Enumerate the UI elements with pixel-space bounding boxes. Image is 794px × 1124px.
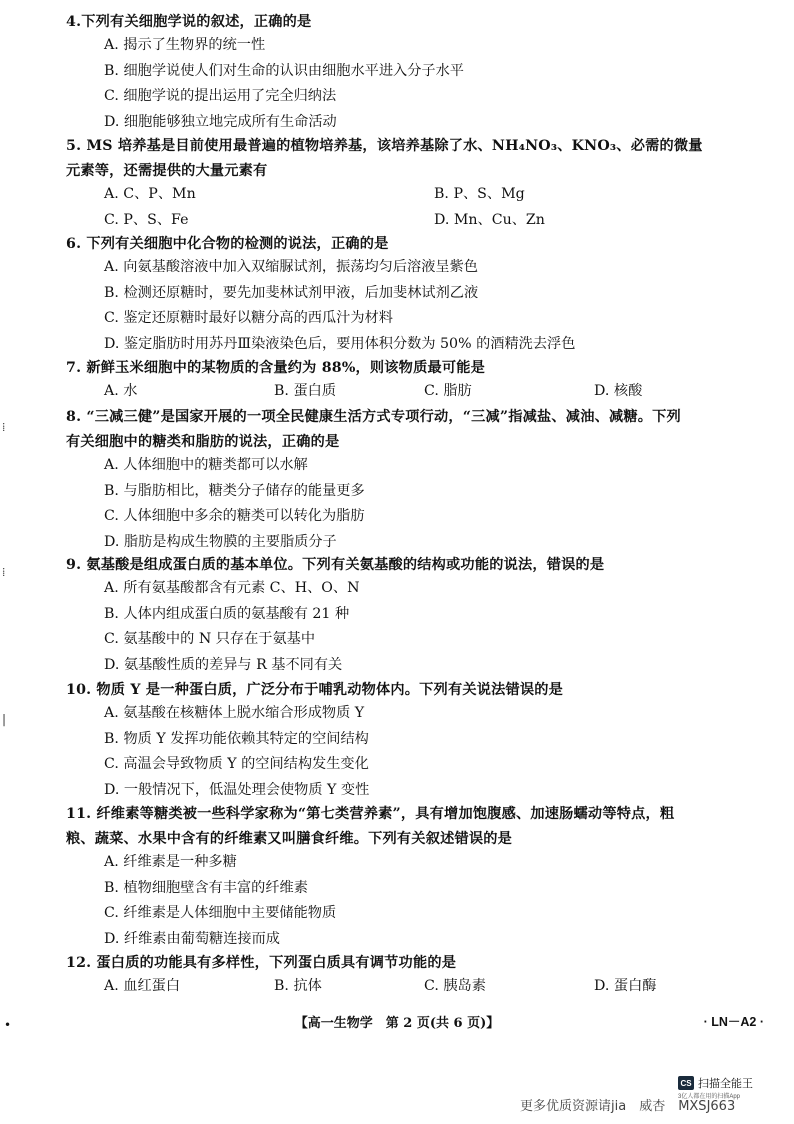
option-d: D. 一般情况下，低温处理会使物质 Y 变性 <box>104 781 370 798</box>
option-c: C. 细胞学说的提出运用了完全归纳法 <box>104 88 337 105</box>
option-c: C. 脂肪 <box>424 383 472 399</box>
option-a: A. 血红蛋白 <box>104 978 181 994</box>
camscanner-icon: CS <box>678 1076 694 1090</box>
option-c: C. 鉴定还原糖时最好以糖分高的西瓜汁为材料 <box>104 310 393 327</box>
option-d: D. 纤维素由葡萄糖连接而成 <box>104 930 280 947</box>
option-d: D. 蛋白酶 <box>594 978 657 994</box>
option-a: A. 向氨基酸溶液中加入双缩脲试剂，振荡均匀后溶液呈紫色 <box>104 259 478 275</box>
question-stem-cont: 粮、蔬菜、水果中含有的纤维素又叫膳食纤维。下列有关叙述错误的是 <box>66 831 513 847</box>
question-stem: 10. 物质 Y 是一种蛋白质，广泛分布于哺乳动物体内。下列有关说法错误的是 <box>66 682 564 698</box>
option-d: D. 氨基酸性质的差异与 R 基不同有关 <box>104 656 343 673</box>
question-stem-cont: 有关细胞中的糖类和脂肪的说法，正确的是 <box>66 434 340 450</box>
question-stem: 4.下列有关细胞学说的叙述，正确的是 <box>66 14 312 30</box>
page-footer: 【高一生物学 第 2 页(共 6 页)】 <box>294 1016 500 1031</box>
question-12 <box>66 953 754 1000</box>
option-c: C. 纤维素是人体细胞中主要储能物质 <box>104 905 337 922</box>
question-4 <box>66 12 754 135</box>
question-stem: 7. 新鲜玉米细胞中的某物质的含量约为 88%，则该物质最可能是 <box>66 360 486 376</box>
option-d: D. 核酸 <box>594 383 643 399</box>
option-b: B. 植物细胞壁含有丰富的纤维素 <box>104 879 308 896</box>
option-a: A. 氨基酸在核糖体上脱水缩合形成物质 Y <box>104 705 365 721</box>
scanner-logo <box>678 1075 753 1091</box>
margin-mark: ⁞ <box>2 420 6 434</box>
question-7 <box>66 358 754 405</box>
question-5 <box>66 136 754 233</box>
scanner-tagline: 3亿人都在用的扫描App <box>678 1094 741 1100</box>
option-b: B. 与脂肪相比，糖类分子储存的能量更多 <box>104 482 365 499</box>
option-d: D. 细胞能够独立地完成所有生命活动 <box>104 113 337 130</box>
option-b: B. 物质 Y 发挥功能依赖其特定的空间结构 <box>104 730 369 747</box>
question-8 <box>66 407 754 555</box>
option-d: D. 脂肪是构成生物膜的主要脂质分子 <box>104 533 337 550</box>
question-stem: 6. 下列有关细胞中化合物的检测的说法，正确的是 <box>66 236 389 252</box>
option-a: A. 水 <box>104 383 138 399</box>
option-b: B. 抗体 <box>274 978 322 994</box>
option-c: C. 人体细胞中多余的糖类可以转化为脂肪 <box>104 508 365 525</box>
scanner-name: 扫描全能王 <box>698 1078 753 1090</box>
option-c: C. 氨基酸中的 N 只存在于氨基中 <box>104 631 316 648</box>
question-stem-cont: 元素等，还需提供的大量元素有 <box>66 163 268 179</box>
option-d: D. 鉴定脂肪时用苏丹Ⅲ染液染色后，要用体积分数为 50% 的酒精洗去浮色 <box>104 335 576 352</box>
resource-watermark: 更多优质资源请jia 威杏 MXSJ663 <box>520 1099 736 1114</box>
question-11 <box>66 804 754 952</box>
option-b: B. 细胞学说使人们对生命的认识由细胞水平进入分子水平 <box>104 62 464 79</box>
question-6 <box>66 234 754 357</box>
question-stem: 11. 纤维素等糖类被一些科学家称为“第七类营养素”，具有增加饱腹感、加速肠蠕动等特点，粗 <box>66 806 675 822</box>
question-stem: 9. 氨基酸是组成蛋白质的基本单位。下列有关氨基酸的结构或功能的说法，错误的是 <box>66 557 605 573</box>
option-b: B. P、S、Mg <box>434 186 525 202</box>
option-a: A. 人体细胞中的糖类都可以水解 <box>104 457 308 473</box>
question-stem: 12. 蛋白质的功能具有多样性，下列蛋白质具有调节功能的是 <box>66 955 457 971</box>
option-b: B. 人体内组成蛋白质的氨基酸有 21 种 <box>104 605 350 622</box>
margin-dot: • <box>4 1018 12 1032</box>
option-b: B. 蛋白质 <box>274 383 337 399</box>
option-c: C. 胰岛素 <box>424 978 486 994</box>
question-9 <box>66 555 754 678</box>
option-a: A. 所有氨基酸都含有元素 C、H、O、N <box>104 580 360 596</box>
paper-code: · LN－A2 · <box>703 1015 764 1029</box>
question-stem: 8. “三减三健”是国家开展的一项全民健康生活方式专项行动，“三减”指减盐、减油、减糖。下列 <box>66 409 681 425</box>
option-a: A. C、P、Mn <box>104 186 196 202</box>
option-a: A. 纤维素是一种多糖 <box>104 854 237 870</box>
option-c: C. P、S、Fe <box>104 211 189 228</box>
margin-mark: | <box>2 712 7 726</box>
question-10 <box>66 680 754 803</box>
margin-mark: ⁞ <box>2 565 6 579</box>
question-stem: 5. MS 培养基是目前使用最普遍的植物培养基，该培养基除了水、NH₄NO₃、KNO₃、必需的微量 <box>66 138 703 154</box>
option-d: D. Mn、Cu、Zn <box>434 211 545 228</box>
option-a: A. 揭示了生物界的统一性 <box>104 37 266 53</box>
option-b: B. 检测还原糖时，要先加斐林试剂甲液，后加斐林试剂乙液 <box>104 284 479 301</box>
option-c: C. 高温会导致物质 Y 的空间结构发生变化 <box>104 756 369 773</box>
